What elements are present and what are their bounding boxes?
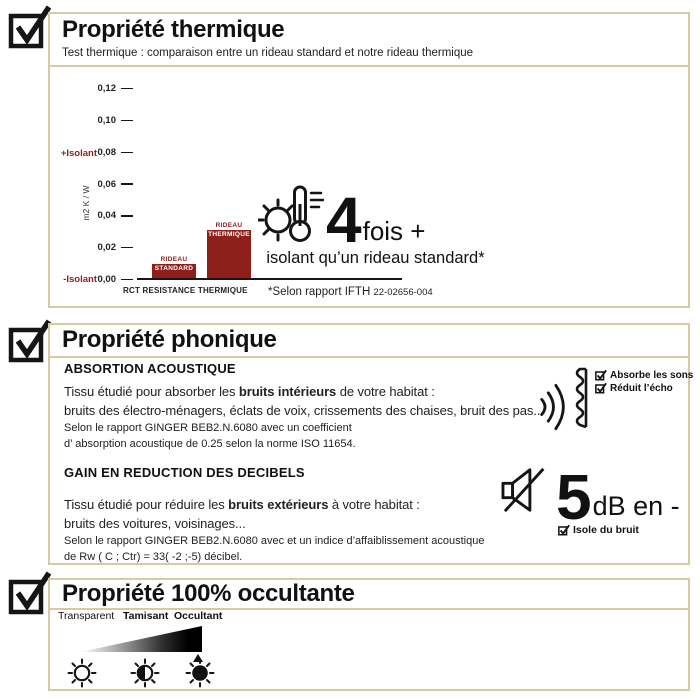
note-line: de Rw ( C ; Ctr) = 33( -2 ;-5) décibel. — [64, 550, 243, 563]
y-axis-tick — [98, 210, 134, 221]
y-tick-mark — [121, 152, 133, 154]
small-check-icon — [558, 524, 570, 536]
text-span: à votre habitat : — [328, 497, 420, 512]
text-line: bruits des voitures, voisinages... — [64, 516, 246, 531]
y-axis-tick — [98, 147, 134, 158]
y-axis-tick — [98, 179, 134, 190]
text-span: de votre habitat : — [336, 384, 435, 399]
y-tick-label: 0,10 — [97, 115, 116, 126]
benefit-row — [558, 524, 700, 536]
y-axis-tick — [98, 274, 134, 285]
section-header — [50, 580, 688, 610]
y-axis-tick — [98, 83, 134, 94]
bold-text-span: bruits intérieurs — [238, 384, 337, 399]
thermometer-sun-icon — [258, 184, 324, 246]
badge-absorbe: Absorbe les sons — [610, 369, 694, 381]
factor-highlight — [258, 184, 503, 268]
footnote-ref: 22-02656-004 — [373, 287, 433, 298]
y-tick-label: 0,04 — [97, 210, 116, 222]
scale-label-transparent: Transparent — [58, 610, 115, 622]
factor-suffix: fois + — [362, 216, 426, 246]
y-tick-mark — [121, 88, 133, 90]
x-axis-baseline — [137, 278, 402, 280]
absorption-text — [64, 382, 544, 420]
section-thermique — [48, 12, 690, 308]
sound-benefits-list — [595, 369, 693, 395]
opacity-gradient-wedge — [80, 626, 202, 652]
bold-text-span: bruits extérieurs — [228, 497, 329, 512]
curtain-fabric-icon — [569, 367, 591, 429]
note-line: Selon le rapport GINGER BEB2.N.6080 avec un coefficient — [64, 422, 352, 434]
text-span: Tissu étudié pour réduire les — [64, 497, 229, 512]
reduction-text — [64, 495, 420, 533]
y-tick-label: 0,08 — [97, 146, 116, 158]
section-title: Propriété thermique — [62, 16, 285, 43]
y-axis-label: m2 K / W — [81, 185, 91, 221]
bar-label-top: RIDEAU — [215, 222, 243, 230]
small-check-icon — [595, 382, 607, 394]
minus-isolant-label: -Isolant — [63, 274, 97, 285]
report-footnote — [268, 286, 433, 298]
y-tick-mark — [121, 120, 133, 122]
muted-speaker-icon — [500, 465, 554, 515]
section-title: Propriété 100% occultante — [62, 580, 355, 607]
factor-caption: isolant qu’un rideau standard* — [266, 249, 485, 267]
y-tick-label: 0,02 — [97, 242, 116, 254]
footnote-text: *Selon rapport IFTH — [268, 286, 374, 298]
sun-outline-icon — [67, 658, 97, 688]
section-title: Propriété phonique — [62, 326, 277, 353]
scale-label-occultant: Occultant — [174, 610, 223, 622]
plus-isolant-label: +Isolant — [60, 148, 97, 159]
y-tick-label: 0,12 — [97, 83, 116, 95]
text-span: Tissu étudié pour absorber les — [64, 384, 239, 399]
checked-checkbox-icon — [5, 568, 51, 616]
y-tick-mark — [121, 247, 133, 249]
section-subtitle: Test thermique : comparaison entre un rideau standard et notre rideau thermique — [62, 47, 474, 59]
decibel-unit: dB en - — [592, 491, 680, 521]
x-axis-label: RCT RESISTANCE THERMIQUE — [123, 286, 248, 295]
y-axis-tick — [98, 115, 134, 126]
section-occultante — [48, 578, 690, 691]
bar-label-inner: STANDARD — [154, 264, 194, 272]
y-tick-mark — [121, 183, 133, 185]
checked-checkbox-icon — [5, 2, 51, 50]
y-tick-label: 0,00 — [97, 274, 116, 285]
chart-bar — [152, 255, 196, 278]
checked-checkbox-icon — [5, 316, 51, 364]
y-tick-mark — [121, 215, 133, 217]
reduction-heading: GAIN EN REDUCTION DES DECIBELS — [64, 465, 305, 480]
sun-half-filled-icon — [130, 658, 160, 688]
text-line: bruits des électro-ménagers, éclats de voix, crissements des chaises, bruit des pas... — [64, 403, 544, 418]
small-check-icon — [595, 369, 607, 381]
note-line: d’ absorption acoustique de 0.25 selon la norme ISO 11654. — [64, 437, 356, 450]
benefit-row — [595, 369, 693, 381]
scale-label-tamisant: Tamisant — [123, 610, 169, 622]
chart-bar — [207, 222, 251, 278]
badge-isole: Isole du bruit — [573, 524, 639, 536]
section-header — [50, 14, 688, 67]
bar-label-top: RIDEAU — [160, 255, 188, 263]
section-phonique — [48, 323, 694, 565]
note-line: Selon le rapport GINGER BEB2.N.6080 avec et un indice d’affaiblissement acoustique — [64, 535, 485, 547]
y-tick-mark — [121, 279, 133, 281]
badge-echo: Réduit l’écho — [610, 382, 673, 394]
absorption-heading: ABSORTION ACOUSTIQUE — [64, 361, 236, 376]
decibel-big-number: 5 — [556, 460, 590, 533]
sun-filled-icon — [185, 658, 215, 688]
factor-big-number: 4 — [326, 183, 360, 256]
y-axis-tick — [98, 242, 134, 253]
bar-label-inner: THERMIQUE — [208, 231, 250, 239]
reduction-note — [64, 534, 484, 565]
y-tick-label: 0,06 — [97, 178, 116, 190]
section-header — [50, 325, 688, 358]
sound-waves-icon — [537, 379, 569, 435]
sound-absorption-badge — [537, 367, 693, 435]
absorption-note — [64, 421, 356, 452]
decibel-highlight — [500, 460, 700, 536]
benefit-row — [595, 382, 693, 394]
